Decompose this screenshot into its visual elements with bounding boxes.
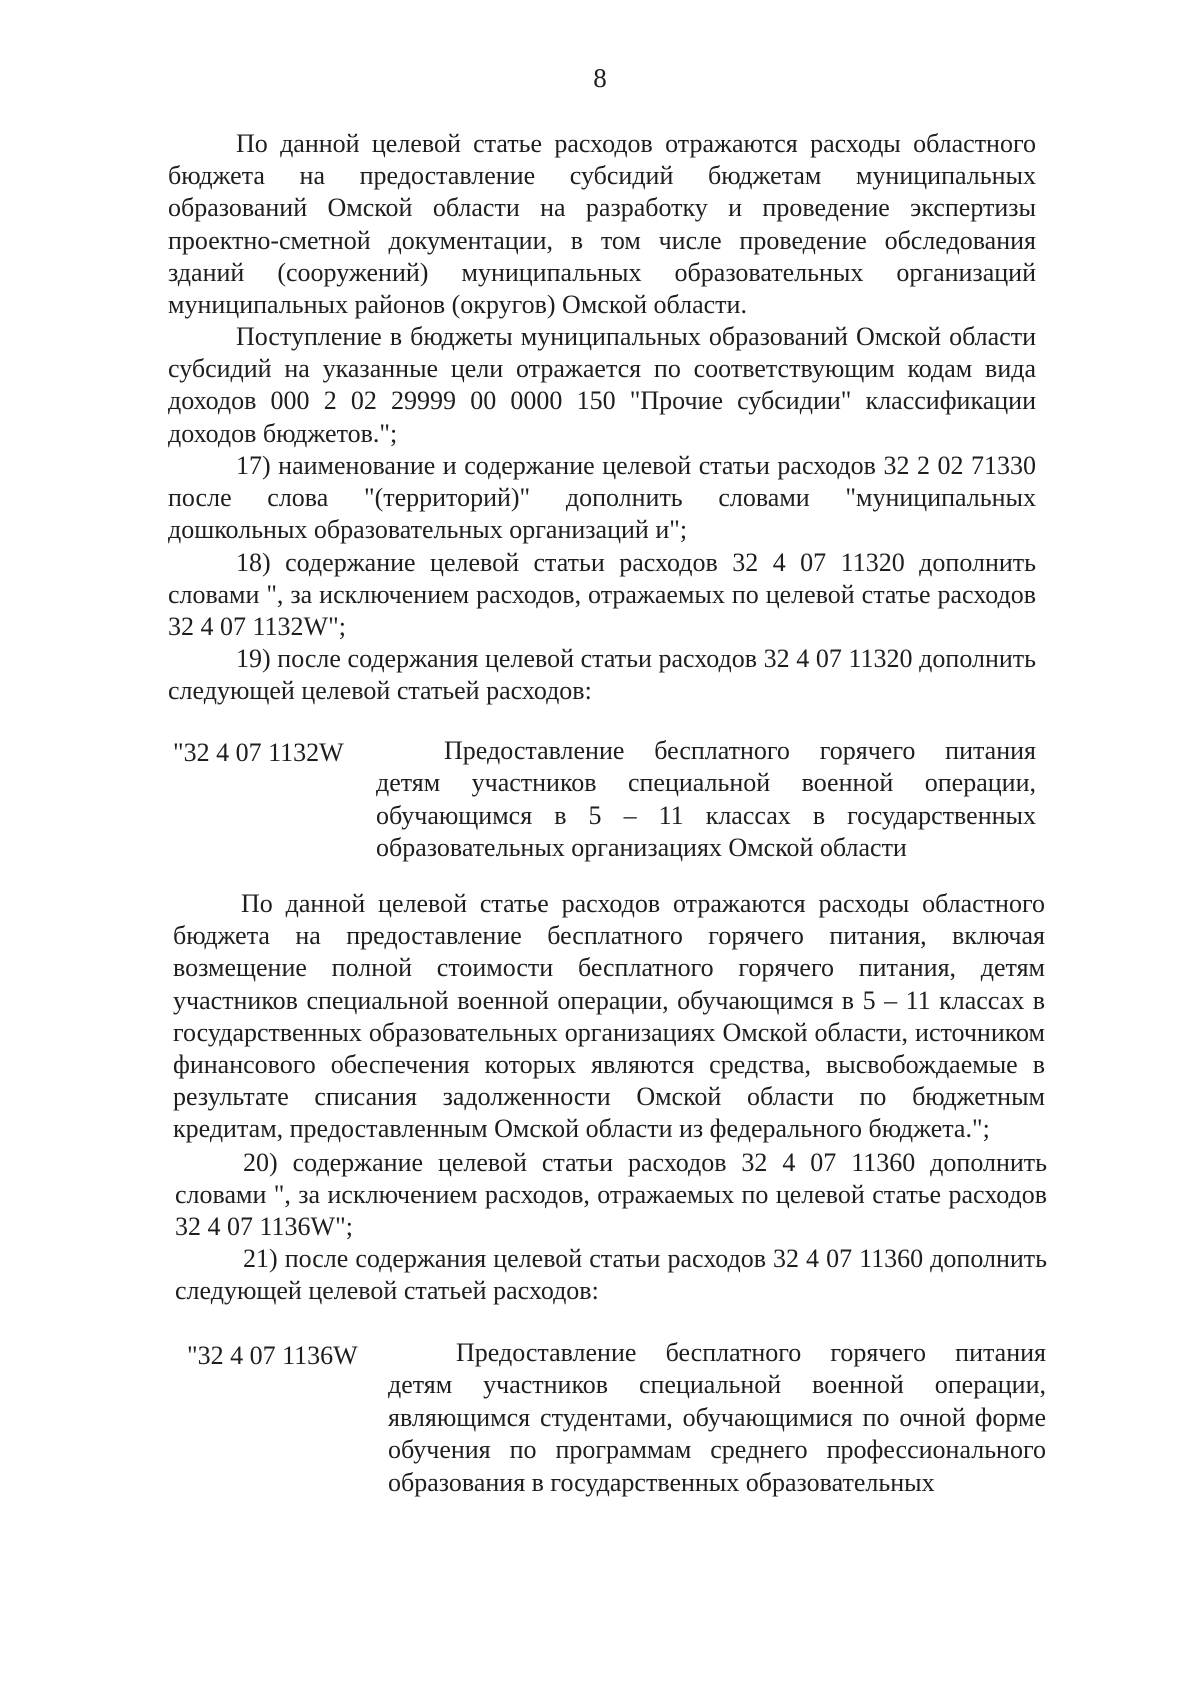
paragraph-item-20: 20) содержание целевой статьи расходов 32 4 07 11360 дополнить словами ", за исключением расходов, отражаемых по целевой статье расходов 32 4 07 1136W"; (175, 1148, 1047, 1242)
paragraph-item-17: 17) наименование и содержание целевой статьи расходов 32 2 02 71330 после слова "(территорий)" дополнить словами "муниципальных дошкольных образовательных организаций и"; (168, 451, 1036, 545)
paragraph-item-19: 19) после содержания целевой статьи расходов 32 4 07 11320 дополнить следующей целевой статьей расходов: (168, 644, 1036, 706)
paragraph-expense-description-1: По данной целевой статье расходов отражаются расходы областного бюджета на предоставление субсидий бюджетам муниципальных образований Омской области на разработку и проведение экспертизы проектно-сметной документации, в том числе проведение обследования зданий (сооружений) муниципальных образовательных организаций муниципальных районов (округов) Омской области. (168, 129, 1036, 320)
expense-description-1136w: Предоставление бесплатного горячего питания детям участников специальной военной операции, являющимся студентами, обучающимися по очной форме обучения по программам среднего профессионального образования в государственных образовательных (388, 1338, 1046, 1497)
expense-description-1132w: Предоставление бесплатного горячего питания детям участников специальной военной операции, обучающимся в 5 – 11 классах в государственных образовательных организациях Омской области (376, 736, 1036, 863)
paragraph-item-18: 18) содержание целевой статьи расходов 32 4 07 11320 дополнить словами ", за исключением расходов, отражаемых по целевой статье расходов 32 4 07 1132W"; (168, 548, 1036, 642)
expense-code-1136w: "32 4 07 1136W (187, 1341, 358, 1370)
paragraph-expense-description-2: По данной целевой статье расходов отражаются расходы областного бюджета на предоставление бесплатного горячего питания, включая возмещение полной стоимости бесплатного горячего питания, детям участников специальной военной операции, обучающимся в 5 – 11 классах в государственных образовательных организациях Омской области, источником финансового обеспечения которых являются средства, высвобождаемые в результате списания задолженности Омской области по бюджетным кредитам, предоставленным Омской области из федерального бюджета."; (173, 889, 1045, 1144)
paragraph-item-21: 21) после содержания целевой статьи расходов 32 4 07 11360 дополнить следующей целевой статьей расходов: (175, 1244, 1047, 1306)
expense-code-1132w: "32 4 07 1132W (173, 738, 344, 767)
page-number: 8 (593, 63, 607, 93)
paragraph-subsidy-income: Поступление в бюджеты муниципальных образований Омской области субсидий на указанные цели отражается по соответствующим кодам вида доходов 000 2 02 29999 00 0000 150 "Прочие субсидии" классификации доходов бюджетов."; (168, 322, 1036, 448)
